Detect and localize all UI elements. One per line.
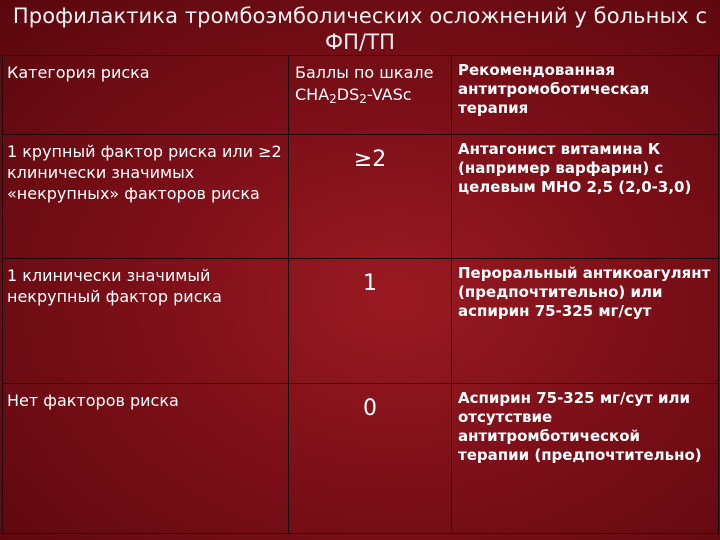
table-header-row <box>3 56 719 135</box>
row-therapy: Пероральный антикоагулянт (предпочтительно) или аспирин 75-325 мг/сут <box>452 259 719 384</box>
header-score-sub-2: 2 <box>359 92 367 106</box>
table-row <box>3 135 719 259</box>
row-therapy: Аспирин 75-325 мг/сут или отсутствие антитромботической терапии (предпочтительно) <box>452 384 719 534</box>
header-score-text-1: Баллы по шкале CHA <box>295 63 434 104</box>
row-category: Нет факторов риска <box>3 384 289 534</box>
slide-title: Профилактика тромбоэмболических осложнений у больных с ФП/ТП <box>12 4 708 54</box>
row-category: 1 крупный фактор риска или ≥2 клинически значимых «некрупных» факторов риска <box>3 135 289 259</box>
row-score: 0 <box>289 384 452 534</box>
row-score: ≥2 <box>289 135 452 259</box>
header-score-sub-1: 2 <box>329 92 337 106</box>
row-category: 1 клинически значимый некрупный фактор риска <box>3 259 289 384</box>
risk-table <box>2 55 719 534</box>
table-row <box>3 384 719 534</box>
header-category: Категория риска <box>3 56 289 135</box>
row-score: 1 <box>289 259 452 384</box>
header-score-text-3: -VASc <box>366 85 412 104</box>
row-therapy: Антагонист витамина К (например варфарин) с целевым МНО 2,5 (2,0-3,0) <box>452 135 719 259</box>
header-therapy: Рекомендованная антитромоботическая терапия <box>452 56 719 135</box>
table-row <box>3 259 719 384</box>
header-score-text-2: DS <box>336 85 360 104</box>
header-score <box>289 56 452 135</box>
